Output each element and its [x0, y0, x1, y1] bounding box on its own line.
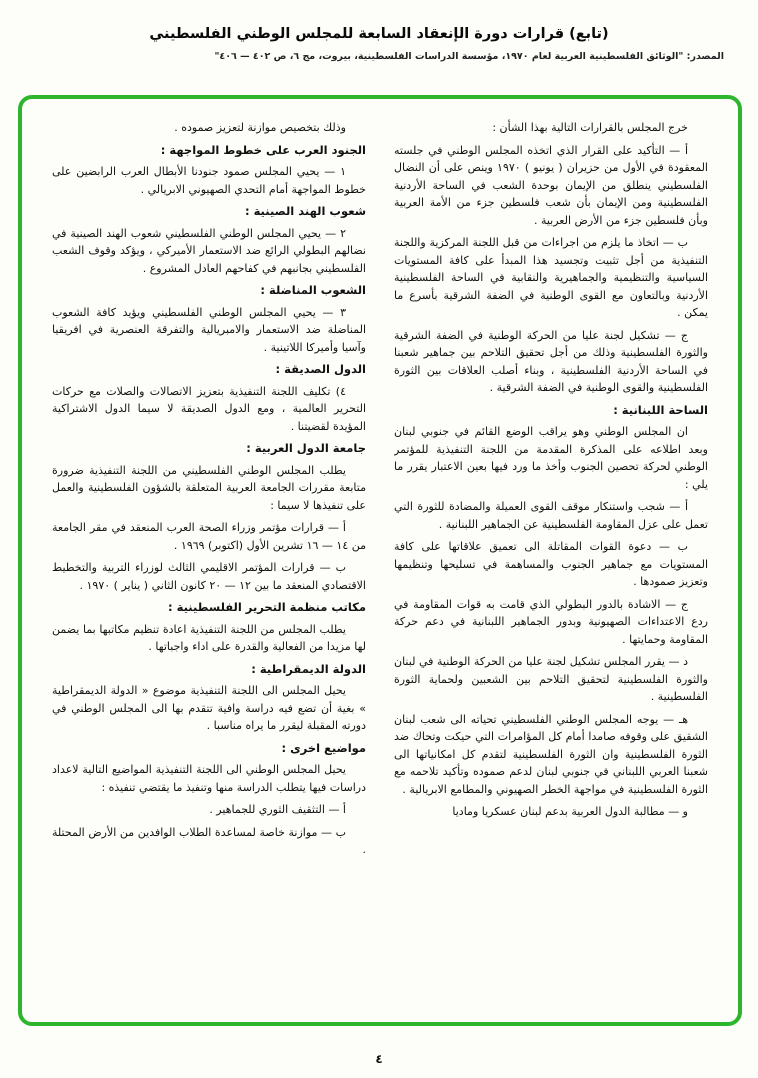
- paragraph: أ — التثقيف الثوري للجماهير .: [209, 803, 346, 816]
- paragraph: يحيل المجلس الوطني الى اللجنة التنفيذية المواضيع التالية لاعداد دراسات فيها يتطلب الدراسة منها وتنفيذ ما يقتضي تنفيذه :: [52, 763, 366, 794]
- paragraph: ب — قرارات المؤتمر الاقليمي الثالث لوزراء التربية والتخطيط الاقتصادي المنعقد ما بين ١٢ — ٢٠ كانون الثاني ( يناير ) ١٩٧٠ .: [52, 561, 366, 592]
- section-heading: الساحة اللبنانية :: [613, 402, 708, 417]
- section-heading: مكاتب منظمة التحرير الفلسطينية :: [168, 600, 366, 614]
- paragraph: أ — شجب واستنكار موقف القوى العميلة والمضادة للثورة التي تعمل على عزل المقاومة الفلسطينية عن الجماهير اللبنانية .: [394, 500, 708, 531]
- paragraph: وذلك بتخصيص موازنة لتعزيز صموده .: [174, 121, 346, 134]
- section-heading: مواضيع اخرى :: [281, 740, 366, 755]
- paragraph: ب — اتخاذ ما يلزم من اجراءات من قبل اللجنة المركزية واللجنة التنفيذية من أجل تثبيت وتجسيد هذا المبدأ على كافة المستويات السياسية والتنظيمية والجماهيرية والنقابية في الساحة الفلسطينية الأردنية وبالتعاون مع القوى الوطنية في الضفة الشرقية بأسرع ما يمكن .: [394, 236, 708, 319]
- paragraph: هـ — يوجه المجلس الوطني الفلسطيني تحياته الى شعب لبنان الشقيق على وقوفه صامدا أمام كل المؤامرات التي حيكت وتحاك ضد الثورة الفلسطينية وان الثورة الفلسطينية لتقدم كل امكانياتها الى شعبنا العربي اللبناني في جنوبي لبنان لدعم صموده وتأكيد تلاحمه مع الثورة الفلسطينية في مواجهة الخطر الصهيوني والمطامع الابريالية .: [394, 712, 708, 796]
- paragraph: و — مطالبة الدول العربية بدعم لبنان عسكريا وماديا: [452, 805, 688, 818]
- paragraph: يحيل المجلس الى اللجنة التنفيذية موضوع « الدولة الديمقراطية » بغية أن تضع فيه دراسة وافية تتقدم بها الى المجلس الوطني في دورته المقبلة ليقرر ما يراه مناسبا .: [52, 684, 366, 732]
- paragraph: أ — قرارات مؤتمر وزراء الصحة العرب المنعقد في مقر الجامعة من ١٤ — ١٦ تشرين الأول (اكتوبر) ١٩٦٩ .: [52, 521, 366, 552]
- section-heading: شعوب الهند الصينية :: [244, 204, 366, 218]
- section-heading: الجنود العرب على خطوط المواجهة :: [160, 142, 366, 157]
- paragraph: ٤) تكليف اللجنة التنفيذية بتعزيز الاتصالات والصلات مع حركات التحرير العالمية ، ومع الدول الصديقة لا سيما الدول الاشتراكية المؤيدة لقضيتنا .: [52, 384, 366, 433]
- green-border-frame: [18, 95, 742, 1026]
- paragraph: يطلب المجلس الوطني الفلسطيني من اللجنة التنفيذية ضرورة متابعة مقررات الجامعة العربية المتعلقة بالشؤون الفلسطينية والعمل على تنفيذها لا سيما :: [52, 463, 366, 512]
- paragraph: خرج المجلس بالقرارات التالية بهذا الشأن :: [492, 121, 688, 134]
- source-citation: المصدر: "الوثائق الفلسطينية العربية لعام ١٩٧٠، مؤسسة الدراسات الفلسطينية، بيروت، مج ٦، ص ٤٠٢ — ٤٠٦": [214, 51, 724, 62]
- paragraph: ١ — يحيي المجلس صمود جنودنا الأبطال العرب الرابضين على خطوط المواجهة أمام التحدي الصهيوني الابريالي .: [52, 165, 366, 196]
- paragraph: يطلب المجلس من اللجنة التنفيذية اعادة تنظيم مكاتبها بما يضمن لها مزيدا من الفعالية والقدرة على اداء واجباتها .: [52, 622, 366, 653]
- column-left: [52, 119, 366, 1006]
- two-column-text: [22, 99, 738, 1022]
- paragraph: ب — دعوة القوات المقاتلة الى تعميق علاقاتها على كافة المستويات مع جماهير الجنوب والمساهمة في تسليحها وتنظيمها وتعزيز صمودها .: [394, 540, 708, 588]
- column-right: [394, 119, 708, 1006]
- document-header: [0, 26, 758, 62]
- page-number: ٤: [375, 1052, 383, 1066]
- paragraph: أ — التأكيد على القرار الذي اتخذه المجلس الوطني في جلسته المعقودة في الأول من حزيران ( يونيو ) ١٩٧٠ وينص على أن النضال الفلسطيني ينطلق من الإيمان بوحدة الشعب في الساحة الأردنية الفلسطينية ومن الإيمان بأن شعب فلسطين جزء من الأمة العربية وبأن فلسطين جزء من الأرض العربية .: [394, 143, 708, 227]
- paragraph: ب — موازنة خاصة لمساعدة الطلاب الوافدين من الأرض المحتلة .: [52, 825, 366, 856]
- paragraph: ٣ — يحيي المجلس الوطني الفلسطيني ويؤيد كافة الشعوب المناضلة ضد الاستعمار والامبريالية والتفرقة العنصرية في افريقيا وآسيا وأميركا اللاتينية .: [52, 305, 366, 354]
- paragraph: ج — الاشادة بالدور البطولي الذي قامت به قوات المقاومة في ردع الاعتداءات الصهيونية وبدور الجماهير اللبنانية في دعم حركة المقاومة وحمايتها .: [394, 597, 708, 646]
- paragraph: ٢ — يحيي المجلس الوطني الفلسطيني شعوب الهند الصينية في نضالهم البطولي الرائع ضد الاستعمار الأميركي ، ويؤكد وقوف الشعب الفلسطيني بجانبهم في كفاحهم العادل المشروع .: [52, 226, 366, 275]
- section-heading: جامعة الدول العربية :: [246, 441, 366, 455]
- section-heading: الدولة الديمقراطية :: [251, 661, 366, 676]
- paragraph: ج — تشكيل لجنة عليا من الحركة الوطنية في الضفة الشرقية والثورة الفلسطينية وذلك من أجل تحقيق التلاحم بين جماهير شعبنا في الساحة الأردنية الفلسطينية ، وبناء أصلب العلاقات بين الثورة الفلسطينية والقوى الوطنية في الضفة الشرقية .: [394, 328, 708, 394]
- paragraph: ان المجلس الوطني وهو يراقب الوضع القائم في جنوبي لبنان وبعد اطلاعه على المذكرة المقدمة من اللجنة التنفيذية للمؤتمر الوطني لحركة تحصين الجنوب وأخذ ما ورد فيها بعين الاعتبار يقرر ما يلي :: [394, 425, 708, 491]
- section-heading: الدول الصديقة :: [275, 362, 366, 376]
- paragraph: د — يقرر المجلس تشكيل لجنة عليا من الحركة الوطنية في لبنان والثورة الفلسطينية لتحقيق التلاحم بين الشعبين ولحماية الثورة الفلسطينية .: [394, 655, 708, 703]
- page-title: (تابع) قرارات دورة الإنعقاد السابعة للمجلس الوطني الفلسطيني: [149, 26, 609, 42]
- section-heading: الشعوب المناضلة :: [260, 283, 366, 297]
